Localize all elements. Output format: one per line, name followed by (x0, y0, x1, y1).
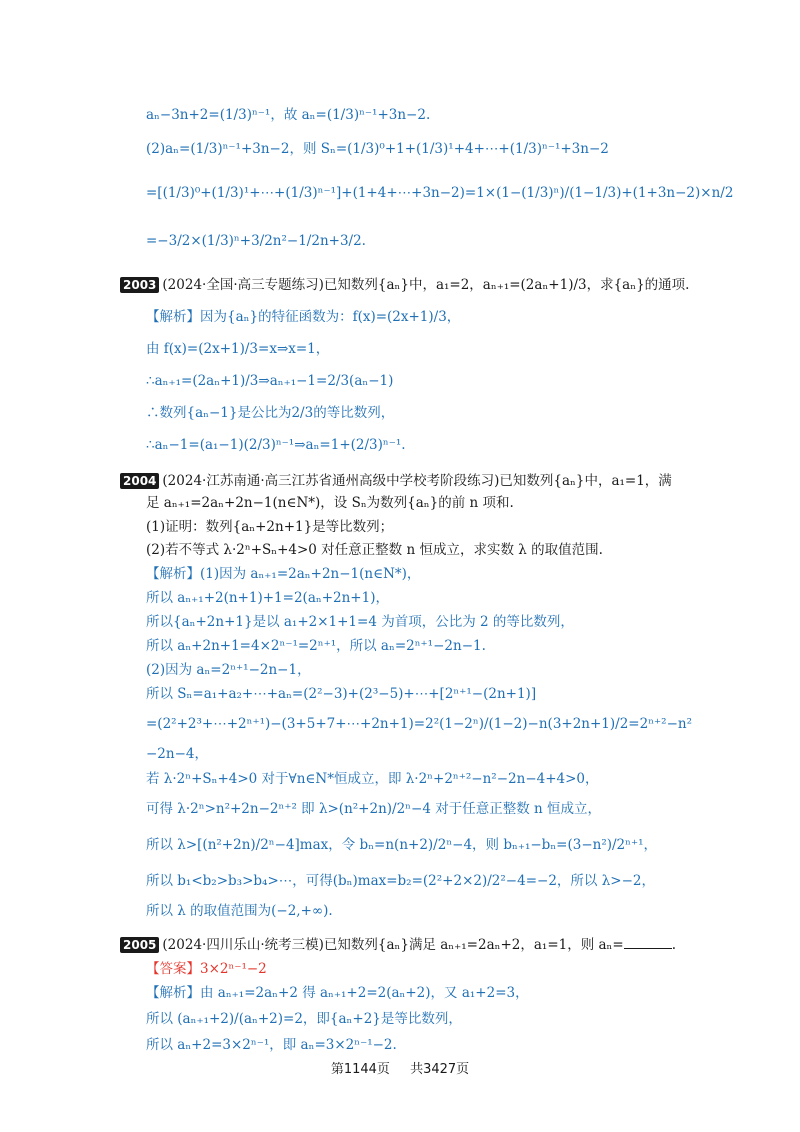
text-line (146, 494, 514, 512)
text-line (146, 565, 420, 583)
text-line (146, 902, 333, 920)
text-line (146, 541, 603, 559)
text-line (146, 872, 655, 890)
text-line (146, 184, 733, 202)
text-line (146, 1036, 397, 1054)
line-text: 所以 b₁<b₂>b₃>b₄>⋯，可得(bₙ)max=b₂=(2²+2×2)/2²−4=−2，所以 λ>−2， (146, 873, 655, 889)
problem-number: 2004 (120, 473, 159, 489)
page-number: 第1144页 (330, 1062, 390, 1077)
text-line (146, 745, 208, 763)
line-text: 由 f(x)=(2x+1)/3=x⇒x=1， (146, 341, 330, 357)
text-line (146, 232, 366, 250)
problem-number: 2003 (120, 277, 159, 293)
line-text: (2)若不等式 λ·2ⁿ+Sₙ+4>0 对任意正整数 n 恒成立，求实数 λ 的取值范围. (146, 542, 603, 558)
text-line (146, 661, 311, 679)
text-line (146, 800, 601, 818)
text-line (146, 770, 599, 788)
line-text: (2)aₙ=(1/3)ⁿ⁻¹+3n−2，则 Sₙ=(1/3)⁰+1+(1/3)¹+4+⋯+(1/3)ⁿ⁻¹+3n−2 (146, 141, 609, 157)
line-text: 由 aₙ₊₁=2aₙ+2 得 aₙ₊₁+2=2(aₙ+2)，又 a₁+2=3， (200, 985, 529, 1001)
text-line (146, 404, 394, 422)
text-line (146, 1010, 462, 1028)
line-text: 所以 λ 的取值范围为(−2,+∞). (146, 903, 333, 919)
line-text: 所以 (aₙ₊₁+2)/(aₙ+2)=2，即{aₙ+2}是等比数列， (146, 1011, 462, 1027)
line-text: −2n−4， (146, 746, 208, 762)
line-text: (2024·四川乐山·统考三模)已知数列{aₙ}满足 aₙ₊₁=2aₙ+2，a₁=1，则 aₙ= (162, 937, 624, 953)
line-text: 所以 Sₙ=a₁+a₂+⋯+aₙ=(2²−3)+(2³−5)+⋯+[2ⁿ⁺¹−(2n+1)] (146, 686, 537, 702)
line-text: ∴数列{aₙ−1}是公比为2/3的等比数列， (146, 405, 395, 421)
line-text: ∴aₙ₊₁=(2aₙ+1)/3⇒aₙ₊₁−1=2/3(aₙ−1) (146, 373, 394, 389)
line-text: 可得 λ·2ⁿ>n²+2n−2ⁿ⁺² 即 λ>(n²+2n)/2ⁿ−4 对于任意正整数 n 恒成立， (146, 801, 601, 817)
line-text: 所以 aₙ+2n+1=4×2ⁿ⁻¹=2ⁿ⁺¹，所以 aₙ=2ⁿ⁺¹−2n−1. (146, 638, 486, 654)
line-text: 所以 λ>[(n²+2n)/2ⁿ−4]max，令 bₙ=n(n+2)/2ⁿ−4，则 bₙ₊₁−bₙ=(3−n²)/2ⁿ⁺¹， (146, 837, 658, 853)
text-line (146, 613, 574, 631)
line-text: (2024·江苏南通·高三江苏省通州高级中学校考阶段练习)已知数列{aₙ}中，a₁=1，满 (162, 473, 672, 489)
text-line (146, 340, 329, 358)
problem-number: 2005 (120, 937, 159, 953)
page-total: 共3427页 (410, 1062, 470, 1077)
line-text: 足 aₙ₊₁=2aₙ+2n−1(n∈N*)，设 Sₙ为数列{aₙ}的前 n 项和. (146, 495, 514, 511)
text-line (146, 140, 609, 158)
line-text: 3×2ⁿ⁻¹−2 (200, 961, 267, 977)
text-line (146, 372, 393, 390)
line-text: 所以 aₙ+2=3×2ⁿ⁻¹，即 aₙ=3×2ⁿ⁻¹−2. (146, 1037, 397, 1053)
line-text: 所以 aₙ₊₁+2(n+1)+1=2(aₙ+2n+1)， (146, 590, 389, 606)
text-line (146, 589, 389, 607)
text-line (146, 685, 536, 703)
line-text: (1)因为 aₙ₊₁=2aₙ+2n−1(n∈N*)， (200, 566, 421, 582)
line-text: =(2²+2³+⋯+2ⁿ⁺¹)−(3+5+7+⋯+2n+1)=2²(1−2ⁿ)/(1−2)−n(3+2n+1)/2=2ⁿ⁺²−n² (146, 716, 692, 732)
section-tag: 【解析】 (146, 309, 200, 325)
line-text: (2)因为 aₙ=2ⁿ⁺¹−2n−1， (146, 662, 311, 678)
answer-blank[interactable] (624, 936, 672, 949)
line-text: (1)证明：数列{aₙ+2n+1}是等比数列； (146, 519, 394, 535)
section-tag: 【解析】 (146, 566, 200, 582)
section-tag: 【答案】 (146, 961, 200, 977)
line-text: ∴aₙ−1=(a₁−1)(2/3)ⁿ⁻¹⇒aₙ=1+(2/3)ⁿ⁻¹. (146, 437, 406, 453)
line-text: 若 λ·2ⁿ+Sₙ+4>0 对于∀n∈N*恒成立，即 λ·2ⁿ+2ⁿ⁺²−n²−2n−4+4>0， (146, 771, 599, 787)
text-line (146, 308, 460, 326)
problem-line (120, 276, 689, 294)
line-text: =[(1/3)⁰+(1/3)¹+⋯+(1/3)ⁿ⁻¹]+(1+4+⋯+3n−2)=1×(1−(1/3)ⁿ)/(1−1/3)+(1+3n−2)×n/2 (146, 185, 734, 201)
page-footer (0, 1058, 800, 1077)
text-line (146, 836, 657, 854)
text-line (146, 715, 692, 733)
text-line (146, 436, 406, 454)
text-line (146, 960, 267, 978)
line-text: (2024·全国·高三专题练习)已知数列{aₙ}中，a₁=2，aₙ₊₁=(2aₙ+1)/3，求{aₙ}的通项. (162, 277, 690, 293)
text-line (146, 637, 486, 655)
problem-line: 2005 (2024·四川乐山·统考三模)已知数列{aₙ}满足 aₙ₊₁=2aₙ+2，a₁=1，则 aₙ= . (120, 936, 676, 954)
line-text: 所以{aₙ+2n+1}是以 a₁+2×1+1=4 为首项，公比为 2 的等比数列， (146, 614, 574, 630)
line-text: 因为{aₙ}的特征函数为：f(x)=(2x+1)/3， (200, 309, 461, 325)
problem-line (120, 472, 672, 490)
text-line (146, 106, 430, 124)
section-tag: 【解析】 (146, 985, 200, 1001)
text-line (146, 984, 529, 1002)
line-text: =−3/2×(1/3)ⁿ+3/2n²−1/2n+3/2. (146, 233, 366, 249)
line-text: aₙ−3n+2=(1/3)ⁿ⁻¹，故 aₙ=(1/3)ⁿ⁻¹+3n−2. (146, 107, 431, 123)
text-line (146, 518, 393, 536)
